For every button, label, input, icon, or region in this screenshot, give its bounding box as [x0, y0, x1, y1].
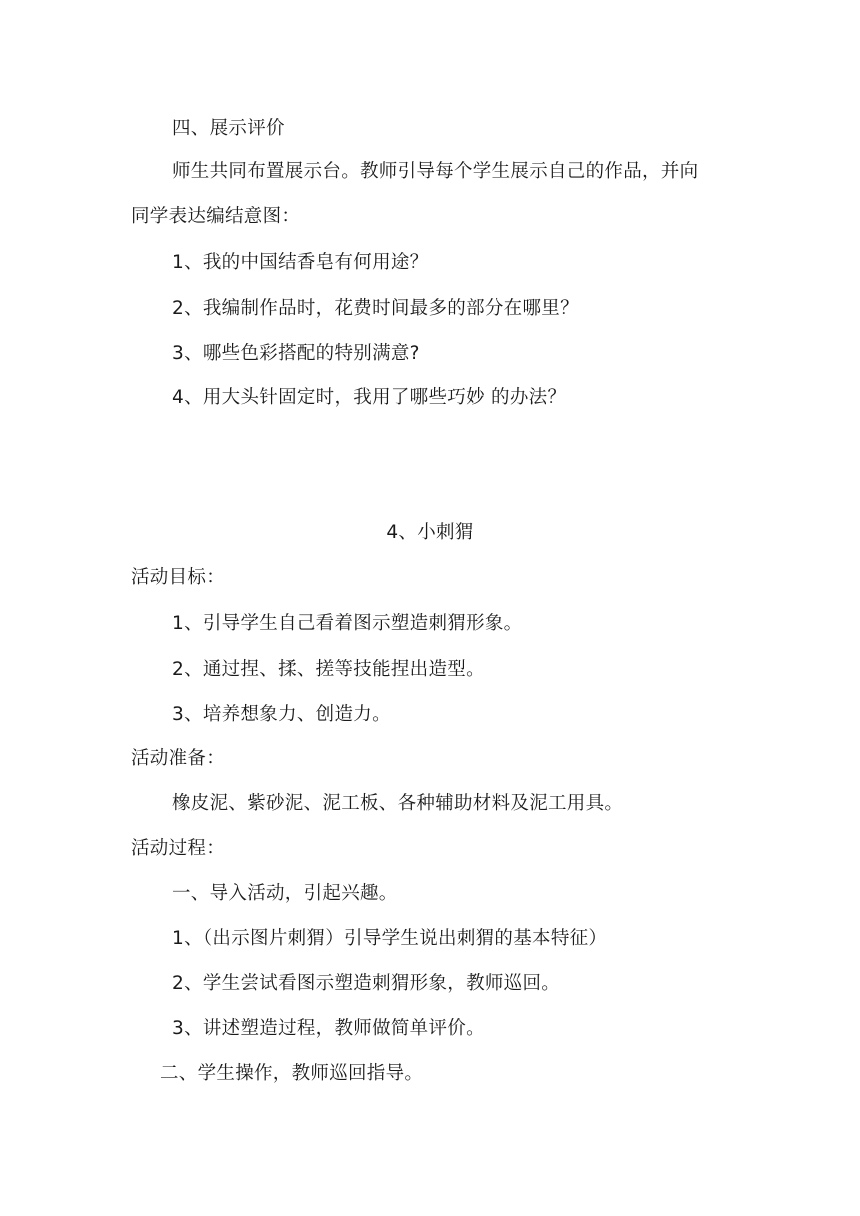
- step-item: 3、讲述塑造过程，教师做简单评价。: [172, 1018, 485, 1039]
- question-item: 4、用大头针固定时，我用了哪些巧妙 的办法？: [172, 387, 567, 408]
- step-heading: 一、导入活动，引起兴趣。: [172, 883, 398, 904]
- process-label: 活动过程：: [131, 838, 226, 859]
- step-heading: 二、学生操作，教师巡回指导。: [160, 1063, 424, 1084]
- step-item: 1、（出示图片刺猬）引导学生说出刺猬的基本特征）: [172, 928, 608, 949]
- goals-label: 活动目标：: [131, 567, 226, 588]
- goal-item: 1、引导学生自己看着图示塑造刺猬形象。: [172, 613, 523, 634]
- paragraph-line: 同学表达编结意图：: [131, 206, 301, 227]
- goal-item: 2、通过捏、揉、搓等技能捏出造型。: [172, 659, 485, 680]
- step-item: 2、学生尝试看图示塑造刺猬形象，教师巡回。: [172, 973, 561, 994]
- question-item: 2、我编制作品时，花费时间最多的部分在哪里？: [172, 298, 579, 319]
- prep-label: 活动准备：: [131, 748, 226, 769]
- lesson-title: 4、小刺猬: [386, 522, 474, 543]
- section-heading: 四、展示评价: [172, 118, 285, 139]
- question-item: 1、我的中国结香皂有何用途？: [172, 252, 429, 273]
- prep-text: 橡皮泥、紫砂泥、泥工板、各种辅助材料及泥工用具。: [172, 793, 624, 814]
- goal-item: 3、培养想象力、创造力。: [172, 704, 391, 725]
- question-item: 3、哪些色彩搭配的特别满意?: [172, 343, 420, 364]
- paragraph-line: 师生共同布置展示台。教师引导每个学生展示自己的作品，并向: [172, 161, 699, 182]
